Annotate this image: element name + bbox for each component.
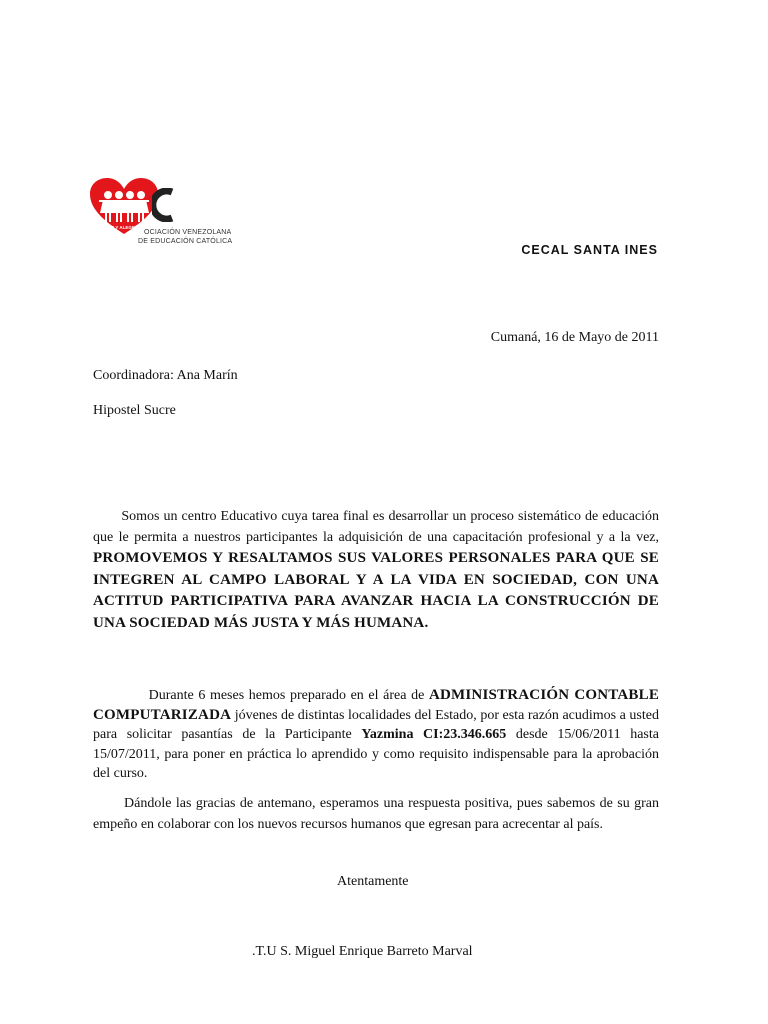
request-text-c: desde 15/06/2011 hasta 15/07/2011, para poner en práctica lo aprendido y como requisito indispensable para la aprobación del curso. [93, 727, 659, 781]
closing-line: Atentamente [337, 874, 409, 889]
request-text-a: Durante 6 meses hemos preparado en el área de [148, 688, 429, 703]
svg-text:FE Y ALEGRÍA: FE Y ALEGRÍA [108, 225, 140, 230]
letter-date: Cumaná, 16 de Mayo de 2011 [490, 330, 659, 345]
recipient-institution: Hipostel Sucre [93, 403, 176, 418]
aveec-c-icon [152, 188, 174, 222]
recipient-line: Coordinadora: Ana Marín [93, 368, 238, 383]
request-text-b: jóvenes de distintas localidades del Estado, por esta razón acudimos a usted para solicitar pasantías de la Participante [93, 707, 659, 742]
thanks-text: Dándole las gracias de antemano, esperamos una respuesta positiva, pues sabemos de su gran empeño en colaborar con los nuevos recursos humanos que egresan para acrecentar al país. [93, 796, 659, 832]
course-name: ADMINISTRACIÓN CONTABLE COMPUTARIZADA [93, 687, 660, 723]
organization-name: CECAL SANTA INES [521, 243, 658, 257]
mission-text: Somos un centro Educativo cuya tarea final es desarrollar un proceso sistemático de educación que le permita a nuestros participantes la adquisición de una capacitación profesional y a la vez, [93, 509, 660, 545]
logo-association-line2: DE EDUCACIÓN CATÓLICA [138, 238, 233, 245]
signature-name: .T.U S. Miguel Enrique Barreto Marval [252, 944, 473, 959]
participant-id: Yazmina CI:23.346.665 [361, 727, 507, 742]
mission-bold-text: PROMOVEMOS Y RESALTAMOS SUS VALORES PERSONALES PARA QUE SE INTEGREN AL CAMPO LABORAL Y A LA VIDA EN SOCIEDAD, CON UNA ACTITUD PARTICIPATIVA PARA AVANZAR HACIA LA CONSTRUCCIÓN DE UNA SOCIEDAD MÁS JUSTA Y MÁS HUMANA. [93, 550, 659, 631]
paragraph-request [93, 686, 659, 784]
paragraph-mission [93, 507, 659, 634]
fe-y-alegria-logo [88, 172, 248, 252]
logo-association-line1: OCIACIÓN VENEZOLANA [144, 229, 232, 236]
paragraph-thanks [93, 794, 659, 835]
